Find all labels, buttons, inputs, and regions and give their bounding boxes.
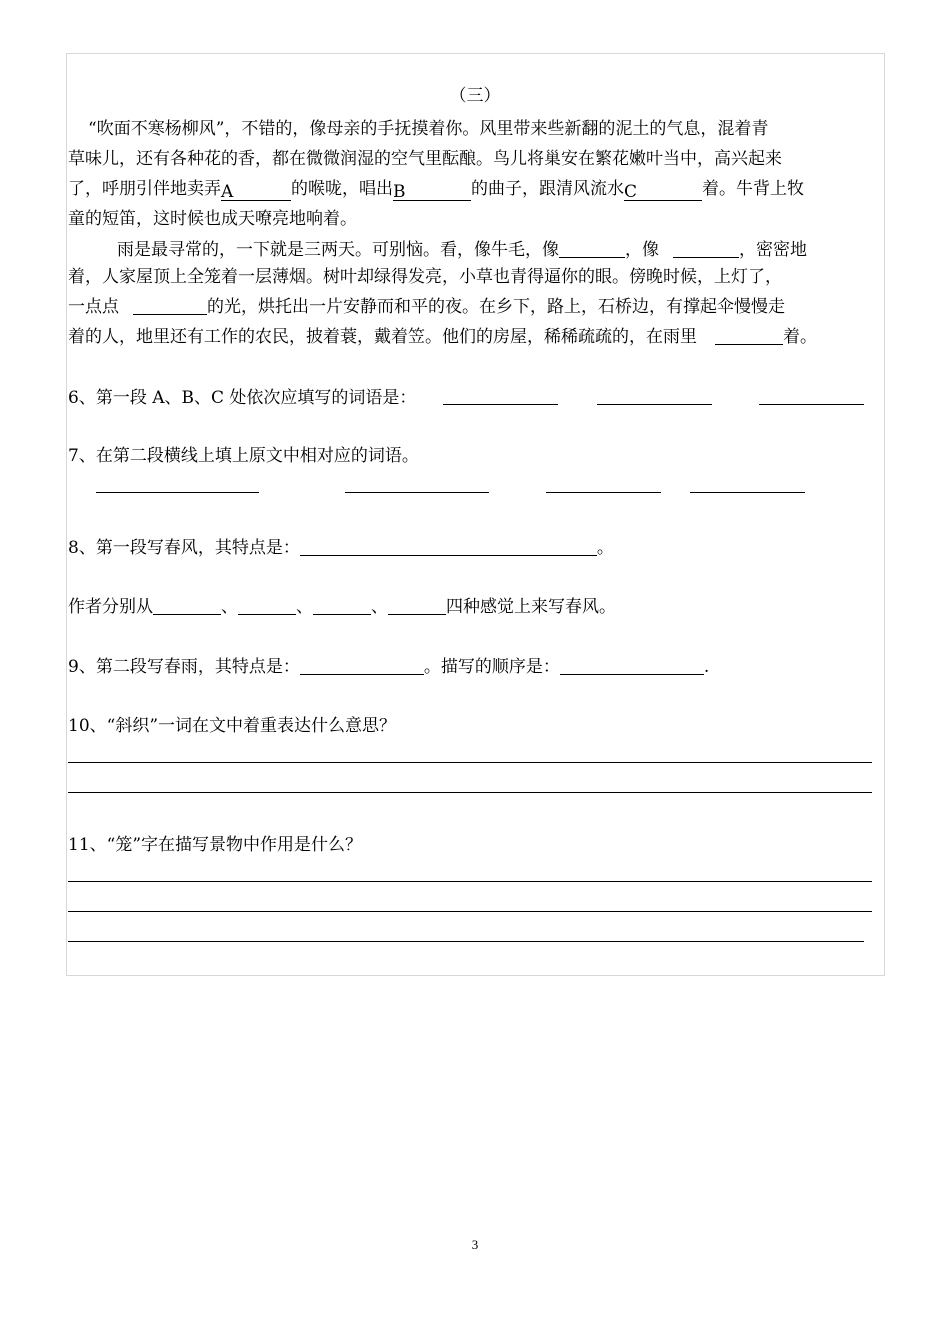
answer-line-q9-order[interactable] [560, 656, 704, 675]
answer-line-q7-4[interactable] [690, 492, 805, 493]
answer-line-sense-2[interactable] [238, 596, 296, 615]
answer-line-q11-3[interactable] [68, 941, 864, 942]
question-7: 7、在第二段横线上填上原文中相对应的词语。 [68, 446, 419, 466]
answer-line-q6-b[interactable] [597, 404, 712, 405]
answer-line-q8[interactable] [300, 537, 597, 556]
question-9: 9、第二段写春雨，其特点是： 。描写的顺序是： . [68, 657, 710, 677]
question-8: 8、第一段写春风，其特点是： 。 [68, 538, 614, 558]
blank-a[interactable]: A [221, 182, 291, 201]
answer-line-q10-1[interactable] [68, 762, 872, 763]
blank-rain-2[interactable] [673, 239, 739, 258]
blank-rain-4[interactable] [715, 326, 783, 345]
passage-line: 草味儿，还有各种花的香，都在微微润湿的空气里酝酿。鸟儿将巢安在繁花嫩叶当中，高兴起来 [68, 149, 782, 169]
page-number: 3 [471, 1237, 479, 1252]
answer-line-q11-1[interactable] [68, 881, 872, 882]
answer-line-q7-1[interactable] [96, 492, 259, 493]
passage-line: 着，人家屋顶上全笼着一层薄烟。树叶却绿得发亮，小草也青得逼你的眼。傍晚时候，上灯了， [68, 267, 782, 287]
answer-line-q10-2[interactable] [68, 792, 872, 793]
answer-line-q6-c[interactable] [759, 404, 864, 405]
question-10: 10、“斜织”一词在文中着重表达什么意思？ [68, 716, 397, 736]
blank-c[interactable]: C [624, 182, 702, 201]
answer-line-sense-4[interactable] [388, 596, 446, 615]
answer-line-q7-2[interactable] [345, 492, 489, 493]
question-6: 6、第一段 A、B、C 处依次应填写的词语是： [68, 388, 417, 408]
section-title: （三） [449, 86, 501, 106]
blank-rain-3[interactable] [133, 296, 207, 315]
answer-line-q7-3[interactable] [546, 492, 661, 493]
answer-line-q11-2[interactable] [68, 911, 872, 912]
answer-line-sense-1[interactable] [153, 596, 221, 615]
question-8-senses: 作者分别从 、 、 、 四种感觉上来写春风。 [68, 597, 616, 617]
blank-b[interactable]: B [393, 182, 471, 201]
passage-line: 雨是最寻常的，一下就是三两天。可别恼。看，像牛毛，像 ，像 ，密密地 [117, 240, 807, 260]
blank-rain-1[interactable] [559, 239, 625, 258]
passage-line: 了，呼朋引伴地卖弄A 的喉咙，唱出B 的曲子，跟清风流水C 着。牛背上牧 [68, 179, 804, 202]
passage-line: 着的人，地里还有工作的农民，披着蓑，戴着笠。他们的房屋，稀稀疏疏的，在雨里 着。 [68, 327, 817, 347]
answer-line-q9-feature[interactable] [300, 656, 424, 675]
passage-line: 一点点 的光，烘托出一片安静而和平的夜。在乡下，路上，石桥边，有撑起伞慢慢走 [68, 297, 785, 317]
passage-line: 童的短笛，这时候也成天嘹亮地响着。 [68, 209, 357, 229]
question-11: 11、“笼”字在描写景物中作用是什么？ [68, 835, 363, 855]
answer-line-q6-a[interactable] [443, 404, 558, 405]
passage-line: “吹面不寒杨柳风”，不错的，像母亲的手抚摸着你。风里带来些新翻的泥土的气息，混着青 [88, 119, 769, 139]
answer-line-sense-3[interactable] [313, 596, 371, 615]
